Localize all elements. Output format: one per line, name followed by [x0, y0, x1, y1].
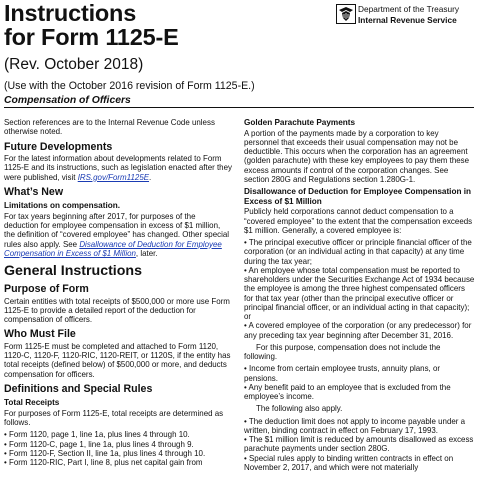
header-divider: [4, 107, 474, 108]
golden-parachute-paragraph: A portion of the payments made by a corporation to key personnel that exceeds their usual compensation may not be deductible. This occurs when the corporation has an agreement (golden parachute) with these key employees to pay them these excess amounts if control of the corporation changes. See section 280G and Regulations section 1.280G-1.: [244, 128, 470, 184]
list-item: • Special rules apply to binding written contracts in effect on November 2, 2017, and which were not materially: [244, 453, 454, 472]
purpose-heading: Purpose of Form: [4, 283, 89, 296]
irs-eagle-logo-icon: [336, 4, 356, 24]
who-must-file-heading: Who Must File: [4, 328, 76, 341]
list-item: • Any benefit paid to an employee that is excluded from the employee’s income.: [244, 382, 451, 402]
definitions-heading: Definitions and Special Rules: [4, 382, 153, 395]
use-note: (Use with the October 2016 revision of Form 1125-E.): [4, 80, 255, 92]
list-item: • The $1 million limit is reduced by amounts disallowed as excess parachute payments under section 280G.: [244, 435, 474, 454]
list-item: • A covered employee of the corporation (or any predecessor) for any preceding tax year beginning after December 31, 2016.: [244, 321, 472, 340]
intro-text: Section references are to the Internal Revenue Code unless otherwise noted.: [4, 118, 215, 137]
future-heading: Future Developments: [4, 140, 113, 153]
subject-line: Compensation of Officers: [4, 95, 131, 106]
list-item: • The principal executive officer or principle financial officer of the corporation (or an individual acting in that capacity) at any time during the tax year;: [244, 238, 472, 266]
left-column: [4, 118, 232, 467]
irs-form-link[interactable]: IRS.gov/Form1125E: [77, 172, 150, 182]
whats-new-heading: What’s New: [4, 185, 64, 198]
list-item: • The deduction limit does not apply to income payable under a written, binding contract in effect on February 17, 1993.: [244, 416, 466, 435]
apply-list: [244, 417, 475, 473]
limitations-paragraph: For tax years beginning after 2017, for purposes of the deduction for employee compensation in excess of $1 million, the definition of “covered employee” has changed. Other special rules also apply. See Disallowance of Deduction for Employee Compensation in Excess of $1 Million, later.: [4, 211, 230, 258]
following-apply-intro: The following also apply.: [256, 404, 343, 414]
revision-date: (Rev. October 2018): [4, 56, 144, 73]
disallowance-link[interactable]: Disallowance of Deduction for Employee Compensation in Excess of $1 Million: [4, 239, 222, 258]
list-item: • Form 1120, page 1, line 1a, plus lines 4 through 10.: [4, 430, 190, 440]
compensation-exclusion-intro: For this purpose, compensation does not include the following.: [244, 342, 441, 362]
title-line-2: for Form 1125-E: [4, 24, 179, 50]
total-receipts-heading: Total Receipts: [4, 398, 60, 408]
purpose-paragraph: Certain entities with total receipts of $500,000 or more use Form 1125-E to provide a detailed report of the deduction for compensation of officers.: [4, 296, 230, 325]
disallowance-paragraph: Publicly held corporations cannot deduct compensation to a “covered employee” to the extent that the compensation exceeds $1 million. Generally, a covered employee is:: [244, 207, 473, 235]
department-line-1: Department of the Treasury: [358, 4, 459, 14]
department-line-2: Internal Revenue Service: [358, 14, 457, 25]
receipts-bullet-list: [4, 430, 232, 467]
disallowance-heading: Disallowance of Deduction for Employee Compensation in Excess of $1 Million: [244, 187, 472, 206]
list-item: • An employee whose total compensation must be reported to shareholders under the Securities Exchange Act of 1934 because the employee is among the three highest compensated officers for that tax year (other than the principal executive officer or principal financial officer, or an individual acting in that capacity); or: [244, 265, 475, 322]
list-item: • Form 1120-F, Section II, line 1a, plus lines 4 through 10.: [4, 448, 206, 458]
who-must-file-paragraph: Form 1125-E must be completed and attached to Form 1120, 1120-C, 1120-F, 1120-RIC, 1120-REIT, or 1120S, if the entity has total receipts (defined below) of $500,000 or more, and deducts compensation for officers.: [4, 341, 231, 379]
list-item: • Income from certain employee trusts, annuity plans, or pensions.: [244, 364, 441, 383]
golden-parachute-heading: Golden Parachute Payments: [244, 118, 356, 127]
department-label: [358, 4, 459, 25]
list-item: • Form 1120-C, page 1, line 1a, plus lines 4 through 9.: [4, 439, 194, 449]
list-item: • Form 1120-RIC, Part I, line 8, plus net capital gain from: [4, 458, 203, 468]
limitations-heading: Limitations on compensation.: [4, 201, 120, 211]
covered-employee-list: [244, 238, 475, 340]
future-paragraph: For the latest information about developments related to Form 1125-E and its instructions, such as legislation enacted after they were published, visit IRS.gov/Form1125E.: [4, 154, 232, 182]
right-column: [244, 118, 475, 472]
document-title: [4, 1, 179, 49]
general-instructions-heading: General Instructions: [4, 263, 142, 280]
title-line-1: Instructions: [4, 0, 137, 26]
exclusion-list: [244, 364, 475, 401]
total-receipts-paragraph: For purposes of Form 1125-E, total receipts are determined as follows.: [4, 408, 224, 428]
